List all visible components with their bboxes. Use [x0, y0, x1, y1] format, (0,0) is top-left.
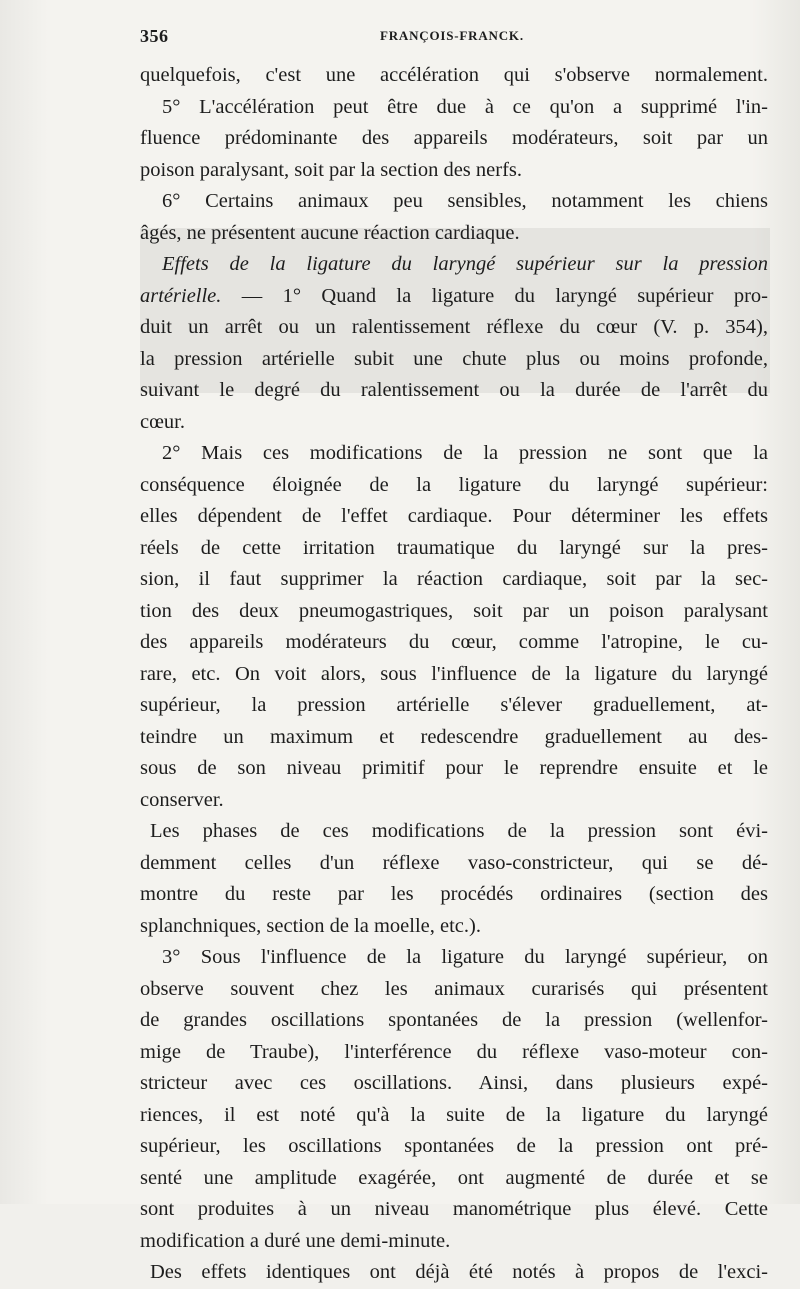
text-line: duit un arrêt ou un ralentissement réflexe du cœur (V. p. 354),: [140, 316, 768, 338]
text-line: mige de Traube), l'interférence du réflexe vaso-moteur con-: [140, 1040, 768, 1063]
text-line: réels de cette irritation traumatique du laryngé sur la pres-: [140, 536, 768, 559]
text-line: fluence prédominante des appareils modérateurs, soit par un: [140, 127, 768, 149]
text-line: sont produites à un niveau manométrique plus élevé. Cette: [140, 1198, 768, 1220]
page-number: 356: [140, 26, 169, 46]
text-line: teindre un maximum et redescendre graduellement au des-: [140, 725, 768, 748]
text-line: montre du reste par les procédés ordinaires (section des: [140, 883, 768, 905]
text-line: artérielle. — 1° Quand la ligature du laryngé supérieur pro-: [140, 284, 768, 307]
text-line: 6° Certains animaux peu sensibles, notamment les chiens: [162, 190, 768, 212]
text-line: supérieur, la pression artérielle s'élever graduellement, at-: [140, 694, 768, 716]
text-line: rare, etc. On voit alors, sous l'influence de la ligature du laryngé: [140, 662, 768, 685]
text-line: conséquence éloignée de la ligature du laryngé supérieur:: [140, 473, 768, 496]
text-line: 3° Sous l'influence de la ligature du laryngé supérieur, on: [162, 946, 768, 968]
text-line: Les phases de ces modifications de la pression sont évi-: [150, 820, 768, 842]
text-line: 2° Mais ces modifications de la pression ne sont que la: [162, 442, 768, 464]
text-line: conserver.: [140, 788, 224, 811]
page-header: [140, 22, 780, 50]
text-line: cœur.: [140, 410, 185, 433]
text-line: demment celles d'un réflexe vaso-constricteur, qui se dé-: [140, 851, 768, 874]
text-line: observe souvent chez les animaux curarisés qui présentent: [140, 977, 768, 1000]
text-line: âgés, ne présentent aucune réaction cardiaque.: [140, 221, 520, 244]
text-line: des appareils modérateurs du cœur, comme l'atropine, le cu-: [140, 631, 768, 653]
text-line: sion, il faut supprimer la réaction cardiaque, soit par la sec-: [140, 568, 768, 590]
text-line: poison paralysant, soit par la section des nerfs.: [140, 158, 523, 181]
text-line: stricteur avec ces oscillations. Ainsi, dans plusieurs expé-: [140, 1072, 768, 1094]
body-text: [140, 60, 768, 1289]
text-line: riences, il est noté qu'à la suite de la ligature du laryngé: [140, 1103, 768, 1126]
text-line: suivant le degré du ralentissement ou la durée de l'arrêt du: [140, 379, 768, 401]
text-line: splanchniques, section de la moelle, etc.).: [140, 914, 481, 937]
section-heading-continuation: artérielle.: [140, 284, 242, 307]
text-line: la pression artérielle subit une chute plus ou moins profonde,: [140, 347, 768, 370]
text-line: supérieur, les oscillations spontanées de la pression ont pré-: [140, 1135, 768, 1157]
text-line: elles dépendent de l'effet cardiaque. Pour déterminer les effets: [140, 505, 768, 527]
section-heading-line: Effets de la ligature du laryngé supérieur sur la pression: [162, 253, 768, 275]
text-line: tion des deux pneumogastriques, soit par un poison paralysant: [140, 599, 768, 622]
text-line: sous de son niveau primitif pour le reprendre ensuite et le: [140, 757, 768, 779]
text-line: senté une amplitude exagérée, ont augmenté de durée et se: [140, 1166, 768, 1189]
running-head: FRANÇOIS-FRANCK.: [380, 28, 524, 43]
text-line: de grandes oscillations spontanées de la pression (wellenfor-: [140, 1009, 768, 1031]
text-line: quelquefois, c'est une accélération qui s'observe normalement.: [140, 64, 768, 86]
text-line: modification a duré une demi-minute.: [140, 1229, 451, 1252]
text-line: 5° L'accélération peut être due à ce qu'on a supprimé l'in-: [162, 95, 768, 118]
text-line: Des effets identiques ont déjà été notés à propos de l'exci-: [150, 1261, 768, 1283]
